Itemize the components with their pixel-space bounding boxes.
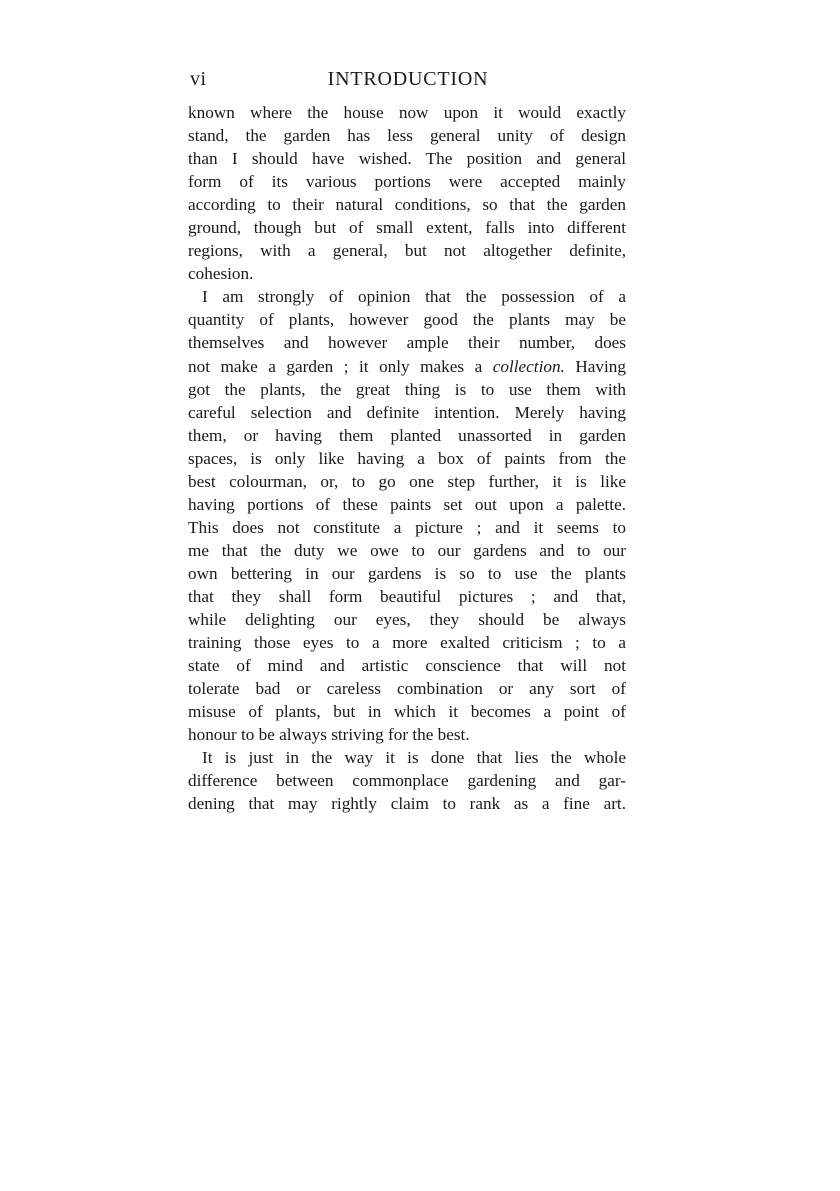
text-line: regions, with a general, but not altogether definite,	[188, 241, 626, 261]
text-line: training those eyes to a more exalted criticism ; to a	[188, 633, 626, 653]
text-line: It is just in the way it is done that lies the whole	[202, 748, 626, 768]
page-number: vi	[190, 68, 207, 90]
text-line: got the plants, the great thing is to use them with	[188, 379, 626, 399]
text-line: stand, the garden has less general unity of design	[188, 126, 626, 146]
text-line: state of mind and artistic conscience that will not	[188, 656, 626, 676]
body-text	[188, 101, 626, 815]
text-line: that they shall form beautiful pictures ; and that,	[188, 586, 626, 606]
text-line: This does not constitute a picture ; and it seems to	[188, 517, 626, 537]
text-line: ground, though but of small extent, falls into different	[188, 218, 626, 238]
page-header	[190, 68, 626, 96]
text-line: having portions of these paints set out upon a palette.	[188, 494, 626, 514]
text-line: misuse of plants, but in which it becomes a point of	[188, 702, 626, 722]
text-line: according to their natural conditions, so that the garden	[188, 195, 626, 215]
text-line	[188, 355, 626, 378]
text-line: quantity of plants, however good the plants may be	[188, 310, 626, 330]
text-line: spaces, is only like having a box of paints from the	[188, 448, 626, 468]
text-line: difference between commonplace gardening and gar-	[188, 771, 626, 791]
text-line: tolerate bad or careless combination or any sort of	[188, 679, 626, 699]
text-line: while delighting our eyes, they should be always	[188, 610, 626, 630]
text-line: known where the house now upon it would exactly	[188, 103, 626, 122]
text-line: careful selection and definite intention. Merely having	[188, 402, 626, 422]
text-line: themselves and however ample their number, does	[188, 333, 626, 353]
running-head: INTRODUCTION	[327, 68, 489, 90]
text-line: own bettering in our gardens is so to use the plants	[188, 563, 626, 583]
text-line: I am strongly of opinion that the possession of a	[202, 287, 626, 307]
text-line: me that the duty we owe to our gardens and to our	[188, 540, 626, 560]
text-line: form of its various portions were accepted mainly	[188, 172, 626, 192]
text-line: dening that may rightly claim to rank as a fine art.	[188, 794, 626, 814]
text-line: them, or having them planted unassorted in garden	[188, 425, 626, 445]
text-line: cohesion.	[188, 264, 254, 284]
text-fragment: Having	[575, 356, 626, 376]
italic-word: collection.	[492, 356, 565, 376]
text-line: than I should have wished. The position and general	[188, 149, 626, 169]
text-line: best colourman, or, to go one step further, it is like	[188, 471, 626, 491]
text-fragment: not make a garden ; it only makes a	[188, 356, 483, 376]
text-line: honour to be always striving for the best.	[188, 725, 470, 745]
